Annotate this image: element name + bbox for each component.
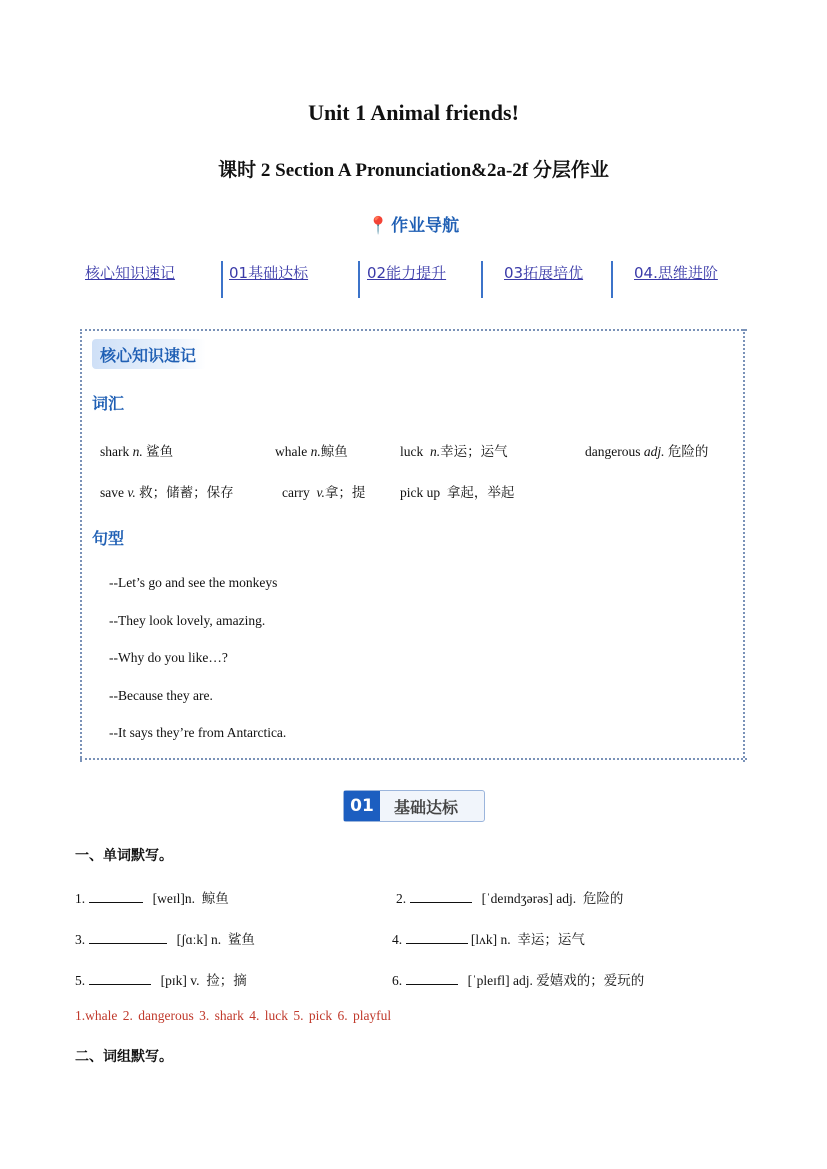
- nav-tab-improve[interactable]: 02能力提升: [367, 264, 447, 282]
- vocab-pos: n.: [132, 444, 143, 459]
- vocab-word: whale: [275, 444, 308, 459]
- question-meaning: 爱嬉戏的；爱玩的: [536, 973, 645, 989]
- vocab-item: [100, 440, 173, 460]
- nav-heading-label: 作业导航: [391, 216, 460, 236]
- part1-title: 一、单词默写。: [75, 848, 173, 864]
- nav-tab-extend[interactable]: 03拓展培优: [504, 264, 584, 282]
- vocab-pos: v.: [127, 485, 136, 500]
- vocab-meaning: 救；储蓄；保存: [139, 485, 234, 501]
- vocab-meaning: 幸运；运气: [440, 444, 508, 460]
- sentence-item: --They look lovely, amazing.: [109, 613, 266, 628]
- answer-blank[interactable]: [406, 931, 468, 944]
- vocab-meaning: 危险的: [667, 444, 709, 460]
- sentence-item: --Let’s go and see the monkeys: [109, 575, 278, 590]
- question-meaning: 鲨鱼: [227, 932, 255, 948]
- vocab-meaning: 鲸鱼: [320, 444, 348, 460]
- question-phonetic: [lʌk] n.: [470, 932, 511, 947]
- answer-blank[interactable]: [89, 890, 143, 903]
- vocab-meaning: 拿起，举起: [446, 485, 515, 501]
- vocab-item: [585, 440, 708, 460]
- vocab-word: shark: [100, 444, 130, 459]
- location-pin-icon: 📍: [367, 216, 390, 236]
- sentence-item: --Why do you like…?: [109, 650, 228, 665]
- box-border-top: [80, 329, 747, 337]
- vocab-word: carry: [282, 485, 310, 500]
- document-subtitle: 课时 2 Section A Pronunciation&2a-2f 分层作业: [218, 160, 609, 181]
- sentence-heading: 句型: [92, 529, 125, 548]
- question-number: 4.: [392, 932, 403, 947]
- nav-divider: [221, 261, 223, 298]
- vocab-item: [400, 481, 514, 501]
- vocab-item: [100, 481, 234, 501]
- vocab-pos: v.: [316, 485, 325, 500]
- question-phonetic: [pɪk] v.: [160, 973, 200, 988]
- question-meaning: 鲸鱼: [201, 891, 229, 907]
- vocab-pos: adj.: [643, 444, 665, 459]
- vocab-item: [282, 481, 365, 501]
- nav-tab-thinking[interactable]: 04.思维进阶: [634, 264, 718, 282]
- section-badge: [343, 790, 485, 822]
- question-meaning: 幸运；运气: [517, 932, 585, 948]
- vocab-item: [275, 440, 348, 460]
- box-border-bottom: [80, 758, 747, 766]
- box-border-right: [743, 329, 751, 762]
- answer-blank[interactable]: [406, 972, 458, 985]
- answer-key: 1.whale 2. dangerous 3. shark 4. luck 5. pick 6. playful: [75, 1008, 392, 1023]
- question-meaning: 危险的: [582, 891, 624, 907]
- sentence-item: --Because they are.: [109, 688, 213, 703]
- vocab-meaning: 拿；提: [324, 485, 366, 501]
- question-phonetic: [weɪl]n.: [152, 891, 195, 906]
- document-title: Unit 1 Animal friends!: [308, 100, 519, 125]
- vocab-word: luck: [400, 444, 424, 459]
- part2-title: 二、词组默写。: [75, 1049, 173, 1065]
- answer-blank[interactable]: [89, 972, 151, 985]
- question-meaning: 捡；摘: [206, 973, 247, 989]
- question-phonetic: [ʃɑːk] n.: [176, 932, 222, 947]
- section-badge-number: 01: [344, 791, 380, 821]
- answer-blank[interactable]: [410, 890, 472, 903]
- vocab-word: dangerous: [585, 444, 641, 459]
- question-item: [75, 928, 255, 948]
- section-badge-label: 基础达标: [394, 797, 459, 817]
- vocab-pos: n.: [310, 444, 321, 459]
- vocab-heading: 词汇: [92, 394, 125, 413]
- knowledge-heading: 核心知识速记: [92, 339, 206, 369]
- question-phonetic: [ˈpleɪfl] adj.: [467, 973, 533, 988]
- vocab-word: save: [100, 485, 124, 500]
- question-item: [75, 887, 229, 907]
- question-number: 6.: [392, 973, 403, 988]
- nav-divider: [481, 261, 483, 298]
- question-number: 3.: [75, 932, 86, 947]
- vocab-meaning: 鲨鱼: [146, 444, 174, 460]
- nav-divider: [611, 261, 613, 298]
- box-border-left: [80, 329, 88, 762]
- question-item: [75, 969, 247, 989]
- nav-tab-core-knowledge[interactable]: 核心知识速记: [85, 264, 176, 282]
- sentence-item: --It says they’re from Antarctica.: [109, 725, 287, 740]
- question-number: 1.: [75, 891, 86, 906]
- answer-blank[interactable]: [89, 931, 167, 944]
- question-number: 5.: [75, 973, 86, 988]
- nav-tab-basic[interactable]: 01基础达标: [229, 264, 309, 282]
- question-item: [396, 887, 623, 907]
- vocab-word: pick up: [400, 485, 441, 500]
- question-item: [392, 928, 585, 948]
- vocab-item: [400, 440, 508, 460]
- question-number: 2.: [396, 891, 407, 906]
- nav-divider: [358, 261, 360, 298]
- question-item: [392, 969, 644, 989]
- vocab-pos: n.: [430, 444, 441, 459]
- question-phonetic: [ˈdeɪndʒərəs] adj.: [481, 891, 577, 906]
- nav-heading: [0, 211, 827, 236]
